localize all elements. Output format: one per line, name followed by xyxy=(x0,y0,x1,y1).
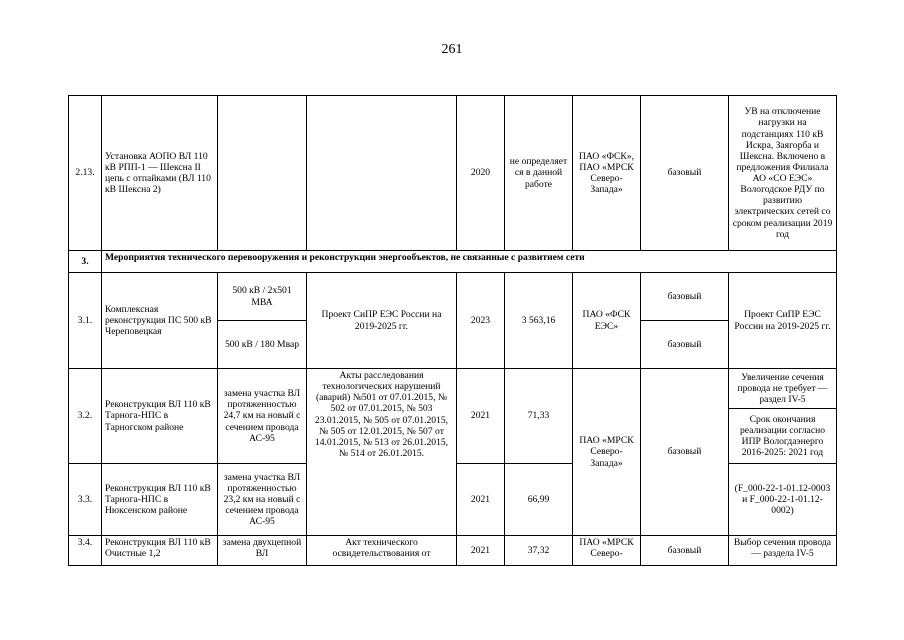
note-cell: УВ на отключение нагрузки на подстанциях 110 кВ Искра, Заягорба и Шексна. Включено в предложения Филиала АО «СО ЕЭС» Вологодское РДУ по развитию электрических сетей со сроком реализации 2019 год xyxy=(729,96,837,251)
section-title: Мероприятия технического перевооружения и реконструкции энергообъектов, не связанные с развитием сети xyxy=(102,251,837,273)
scenario-cell: базовый xyxy=(641,321,729,369)
year-cell: 2021 xyxy=(457,464,505,536)
scenario-cell: базовый xyxy=(641,273,729,321)
table-row-3-1 xyxy=(69,273,837,321)
parameters-cell: 500 кВ / 2х501 МВА xyxy=(218,273,307,321)
year-cell: 2023 xyxy=(457,273,505,369)
table-row-3-2 xyxy=(69,369,837,409)
parameters-cell: замена участка ВЛ протяженностью 24,7 км на новый с сечением провода АС-95 xyxy=(218,369,307,464)
owner-cell: ПАО «ФСК», ПАО «МРСК Северо-Запада» xyxy=(573,96,641,251)
section-header-row xyxy=(69,251,837,273)
table-row-3-4 xyxy=(69,536,837,566)
year-cell: 2021 xyxy=(457,536,505,566)
measure-name: Реконструкция ВЛ 110 кВ Очистные 1,2 xyxy=(102,536,218,566)
measure-name: Реконструкция ВЛ 110 кВ Тарнога-НПС в Тарногском районе xyxy=(102,369,218,464)
note-cell: Выбор сечения провода — раздела IV-5 xyxy=(729,536,837,566)
page-number: 261 xyxy=(441,42,463,57)
year-cell: 2020 xyxy=(457,96,505,251)
row-number: 3.1. xyxy=(69,273,102,369)
measure-name: Установка АОПО ВЛ 110 кВ РПП-1 — Шексна II цепь с отпайками (ВЛ 110 кВ Шексна 2) xyxy=(102,96,218,251)
cost-cell: не определяет ся в данной работе xyxy=(505,96,573,251)
owner-cell: ПАО «МРСК Северо-Запада» xyxy=(573,369,641,536)
row-number: 3.3. xyxy=(69,464,102,536)
scenario-cell: базовый xyxy=(641,369,729,536)
row-number: 3.2. xyxy=(69,369,102,464)
owner-cell: ПАО «МРСК Северо- xyxy=(573,536,641,566)
basis-cell: Проект СиПР ЕЭС России на 2019-2025 гг. xyxy=(307,273,457,369)
year-cell: 2021 xyxy=(457,369,505,464)
cost-cell: 3 563,16 xyxy=(505,273,573,369)
note-cell: (F_000-22-1-01.12-0003 и F_000-22-1-01.12-0002) xyxy=(729,464,837,536)
row-number: 3.4. xyxy=(69,536,102,566)
parameters-cell: замена участка ВЛ протяженностью 23,2 км на новый с сечением провода АС-95 xyxy=(218,464,307,536)
note-cell: Увеличение сечения провода не требует — раздел IV-5 xyxy=(729,369,837,409)
parameters-cell: 500 кВ / 180 Мвар xyxy=(218,321,307,369)
owner-cell: ПАО «ФСК ЕЭС» xyxy=(573,273,641,369)
cost-cell: 37,32 xyxy=(505,536,573,566)
basis-cell: Акт технического освидетельствования от xyxy=(307,536,457,566)
row-number: 2.13. xyxy=(69,96,102,251)
parameters-cell: замена двухцепной ВЛ xyxy=(218,536,307,566)
table-row-2-13 xyxy=(69,96,837,251)
measures-table xyxy=(68,95,837,566)
basis-cell xyxy=(307,96,457,251)
cost-cell: 71,33 xyxy=(505,369,573,464)
measure-name: Реконструкция ВЛ 110 кВ Тарнога-НПС в Нюксенском районе xyxy=(102,464,218,536)
basis-cell: Акты расследования технологических нарушений (аварий) №501 от 07.01.2015, № 502 от 07.01.2015, № 503 23.01.2015, № 505 от 07.01.2015, № 505 от 12.01.2015, № 507 от 14.01.2015, № 513 от 26.01.2015, № 514 от 26.01.2015. xyxy=(307,369,457,536)
measure-name: Комплексная реконструкция ПС 500 кВ Череповецкая xyxy=(102,273,218,369)
scenario-cell: базовый xyxy=(641,96,729,251)
section-number: 3. xyxy=(69,251,102,273)
cost-cell: 66,99 xyxy=(505,464,573,536)
note-cell: Срок окончания реализации согласно ИПР Вологдаэнерго 2016-2025: 2021 год xyxy=(729,409,837,464)
parameters-cell xyxy=(218,96,307,251)
note-cell: Проект СиПР ЕЭС России на 2019-2025 гг. xyxy=(729,273,837,369)
scenario-cell: базовый xyxy=(641,536,729,566)
